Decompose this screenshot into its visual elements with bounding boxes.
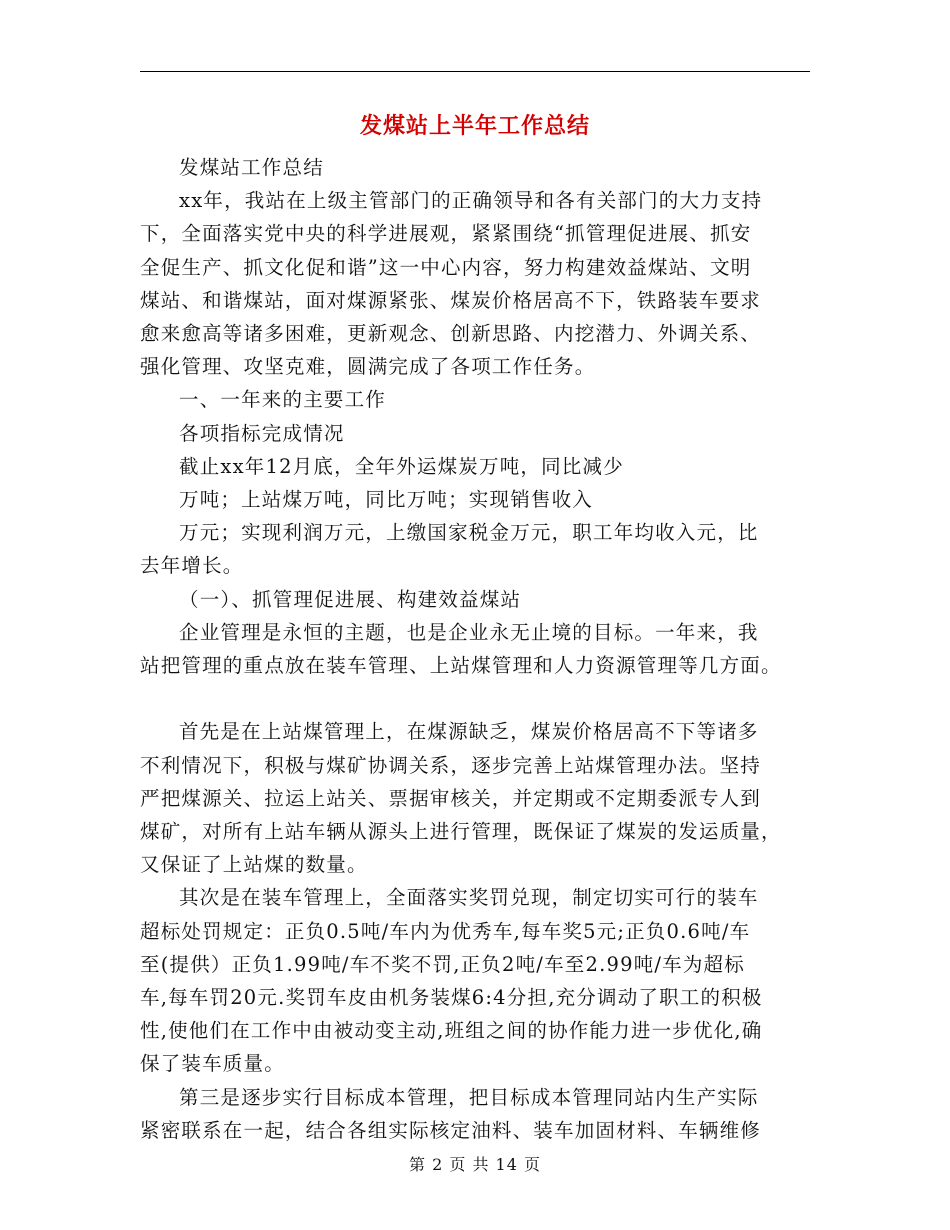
text-line: 全促生产、抓文化促和谐”这一中心内容，努力构建效益煤站、文明: [140, 255, 752, 279]
text-line: 第三是逐步实行目标成本管理，把目标成本管理同站内生产实际: [179, 1085, 759, 1109]
paragraph: [140, 450, 812, 483]
document-body: [140, 151, 812, 1147]
page-number-footer: 第 2 页 共 14 页: [409, 1155, 541, 1174]
text-line: 保了装车质量。: [140, 1052, 285, 1076]
paragraph: [140, 184, 812, 383]
text-line: 万吨；上站煤万吨，同比万吨；实现销售收入: [179, 488, 594, 512]
paragraph: [140, 715, 812, 881]
paragraph: [140, 483, 812, 516]
text-line: 去年增长。: [140, 554, 244, 578]
text-line: 煤矿，对所有上站车辆从源头上进行管理，既保证了煤炭的发运质量，: [140, 820, 782, 844]
text-line: 首先是在上站煤管理上，在煤源缺乏，煤炭价格居高不下等诸多: [179, 720, 759, 744]
text-line: 愈来愈高等诸多困难，更新观念、创新思路、内挖潜力、外调关系、: [140, 322, 762, 346]
paragraph: [140, 881, 812, 1080]
text-line: 站把管理的重点放在装车管理、上站煤管理和人力资源管理等几方面。: [140, 654, 782, 678]
header-rule: [140, 71, 810, 72]
text-line: 强化管理、攻坚克难，圆满完成了各项工作任务。: [140, 355, 596, 379]
text-line: 性,使他们在工作中由被动变主动,班组之间的协作能力进一步优化,确: [140, 1019, 763, 1043]
text-line: 严把煤源关、拉运上站关、票据审核关，并定期或不定期委派专人到: [140, 786, 762, 810]
text-line: 万元；实现利润万元，上缴国家税金万元，职工年均收入元，比: [179, 521, 759, 545]
paragraph: [140, 1081, 812, 1147]
paragraph: [140, 516, 812, 582]
text-line: 不利情况下，积极与煤矿协调关系，逐步完善上站煤管理办法。坚持: [140, 753, 762, 777]
text-line: 发煤站工作总结: [179, 156, 324, 179]
paragraph-spacer: [140, 682, 812, 715]
paragraph: [140, 151, 812, 184]
text-line: 其次是在装车管理上，全面落实奖罚兑现，制定切实可行的装车: [179, 886, 759, 910]
paragraph: [140, 616, 812, 682]
text-line: 又保证了上站煤的数量。: [140, 853, 368, 877]
text-line: xx年，我站在上级主管部门的正确领导和各有关部门的大力支持: [179, 189, 763, 213]
subsection-heading: 各项指标完成情况: [179, 421, 345, 445]
paragraph: [140, 417, 812, 450]
text-line: 超标处罚规定：正负0.5吨/车内为优秀车,每车奖5元;正负0.6吨/车: [140, 919, 751, 943]
text-line: 煤站、和谐煤站，面对煤源紧张、煤炭价格居高不下，铁路装车要求: [140, 288, 762, 312]
document-title: 发煤站上半年工作总结: [359, 113, 590, 139]
text-line: 下，全面落实党中央的科学进展观，紧紧围绕“抓管理促进展、抓安: [140, 222, 752, 246]
text-line: 车,每车罚20元.奖罚车皮由机务装煤6:4分担,充分调动了职工的积极: [140, 986, 763, 1010]
text-line: 紧密联系在一起，结合各组实际核定油料、装车加固材料、车辆维修: [140, 1118, 762, 1142]
text-line: 截止xx年12月底，全年外运煤炭万吨，同比减少: [179, 454, 624, 478]
text-line: 企业管理是永恒的主题，也是企业永无止境的目标。一年来，我: [179, 620, 759, 644]
section-heading: （一）、抓管理促进展、构建效益煤站: [179, 587, 522, 611]
text-line: 至(提供）正负1.99吨/车不奖不罚,正负2吨/车至2.99吨/车为超标: [140, 952, 745, 976]
paragraph: [140, 383, 812, 416]
section-heading: 一、一年来的主要工作: [179, 388, 387, 412]
paragraph: [140, 583, 812, 616]
